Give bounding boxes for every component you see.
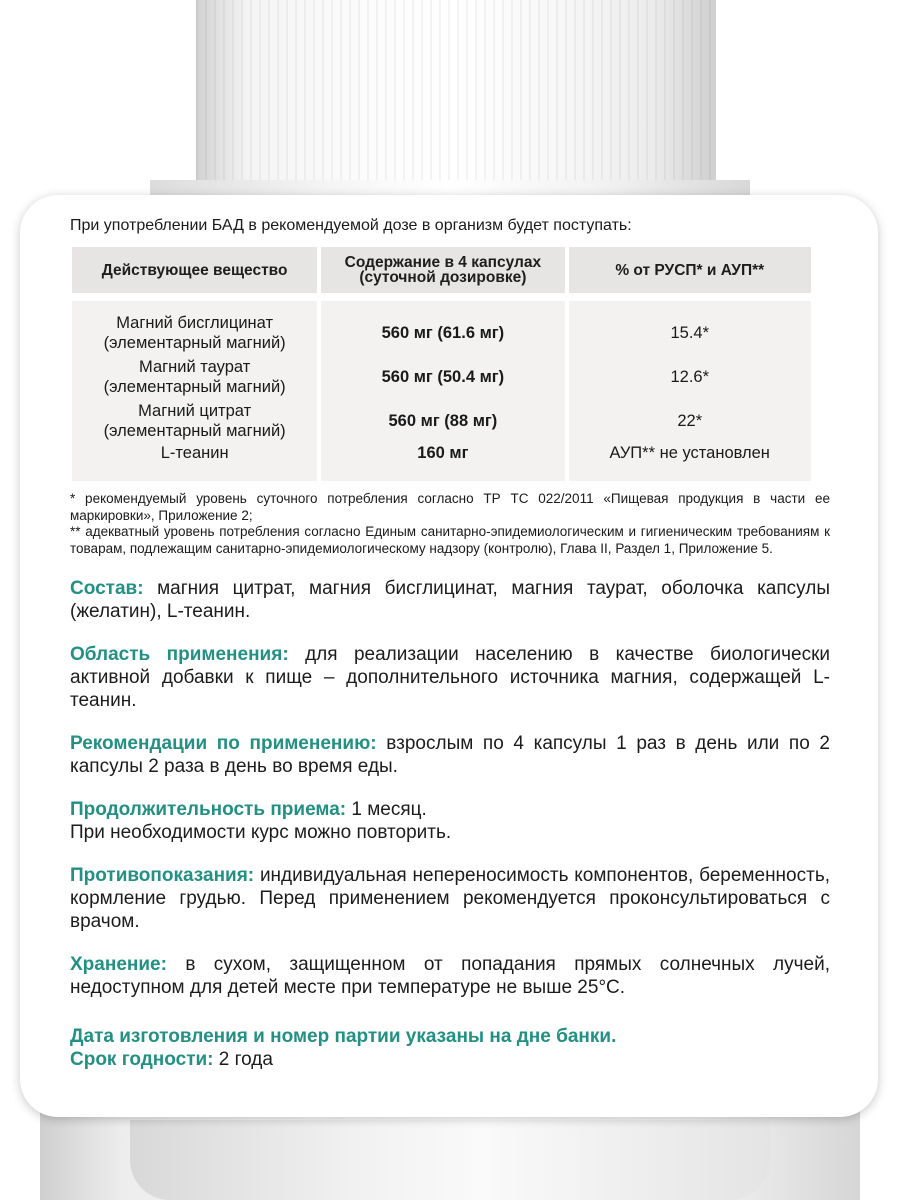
- application-section: [70, 643, 830, 712]
- duration-section: [70, 798, 830, 844]
- recommendations-section: [70, 732, 830, 778]
- substance-cell: [72, 355, 317, 399]
- substance-cell: [72, 399, 317, 443]
- shelf-life-title: Срок годности:: [70, 1049, 214, 1070]
- duration-title: Продолжительность приема:: [70, 799, 347, 820]
- footnote-aup: ** адекватный уровень потребления согласно Единым санитарно-эпидемиологическим и гигиеническим требованиям к товарам, подлежащим санитарно-эпидемиологическому надзору (контролю), Глава II, Раздел 1, Приложение 5.: [70, 524, 830, 556]
- substance-sub: (элементарный магний): [103, 378, 286, 396]
- bottle-cap: [196, 0, 716, 205]
- cap-ribs: [196, 0, 716, 205]
- production-title: Дата изготовления и номер партии указаны на дне банки.: [70, 1026, 617, 1047]
- substance-name: L-теанин: [160, 444, 229, 462]
- shelf-life-text: 2 года: [213, 1049, 273, 1070]
- bottle-bottom: [130, 1120, 770, 1200]
- content-cell: 560 мг (61.6 мг): [321, 301, 564, 355]
- table-row: [72, 301, 811, 355]
- footnote-rusp: * рекомендуемый уровень суточного потребления согласно ТР ТС 022/2011 «Пищевая продукция в части ее маркировки», Приложение 2;: [70, 491, 830, 523]
- percent-cell: 22*: [569, 399, 812, 443]
- storage-section: [70, 953, 830, 999]
- substance-sub: (элементарный магний): [103, 334, 286, 352]
- duration-text-2: При необходимости курс можно повторить.: [70, 822, 452, 843]
- table-row: [72, 443, 811, 481]
- content-cell: 560 мг (50.4 мг): [321, 355, 564, 399]
- composition-text: магния цитрат, магния бисглицинат, магния таурат, оболочка капсулы (желатин), L-теанин.: [70, 578, 830, 622]
- percent-cell: 15.4*: [569, 301, 812, 355]
- composition-title: Состав:: [70, 578, 144, 599]
- product-label: [20, 195, 878, 1117]
- table-row: [72, 399, 811, 443]
- table-header-row: [72, 247, 811, 293]
- header-content: Содержание в 4 капсулах (суточной дозировке): [321, 247, 564, 293]
- recommendations-text: взрослым по 4 капсулы 1 раз в день или по 2 капсулы 2 раза в день во время еды.: [70, 733, 830, 777]
- substance-name: Магний цитрат: [138, 402, 252, 420]
- footnotes: [70, 491, 830, 557]
- contraindications-section: [70, 864, 830, 933]
- storage-text: в сухом, защищенном от попадания прямых солнечных лучей, недоступном для детей месте при температуре не выше 25°С.: [70, 954, 830, 998]
- header-substance: Действующее вещество: [72, 247, 317, 293]
- storage-title: Хранение:: [70, 954, 167, 975]
- application-title: Область применения:: [70, 644, 289, 665]
- content-cell: 160 мг: [321, 443, 564, 481]
- substance-cell: [72, 301, 317, 355]
- header-percent: % от РУСП* и АУП**: [569, 247, 812, 293]
- application-text: для реализации населению в качестве биологически активной добавки к пище – дополнительного источника магния, содержащей L-теанин.: [70, 644, 830, 711]
- content-cell: 560 мг (88 мг): [321, 399, 564, 443]
- substance-name: Магний бисглицинат: [116, 314, 274, 332]
- percent-cell: 12.6*: [569, 355, 812, 399]
- substance-name: Магний таурат: [139, 358, 251, 376]
- table-row: [72, 355, 811, 399]
- production-section: [70, 1025, 830, 1071]
- duration-text: 1 месяц.: [346, 799, 427, 820]
- contraindications-title: Противопоказания:: [70, 865, 255, 886]
- substance-cell: [72, 443, 317, 481]
- contraindications-text: индивидуальная непереносимость компонентов, беременность, кормление грудью. Перед применением рекомендуется проконсультироваться с врачом.: [70, 865, 830, 932]
- intro-text: При употреблении БАД в рекомендуемой дозе в организм будет поступать:: [70, 217, 632, 234]
- recommendations-title: Рекомендации по применению:: [70, 733, 377, 754]
- composition-section: [70, 577, 830, 623]
- percent-cell: АУП** не установлен: [569, 443, 812, 481]
- substance-sub: (элементарный магний): [103, 422, 286, 440]
- nutrition-table: [68, 247, 815, 481]
